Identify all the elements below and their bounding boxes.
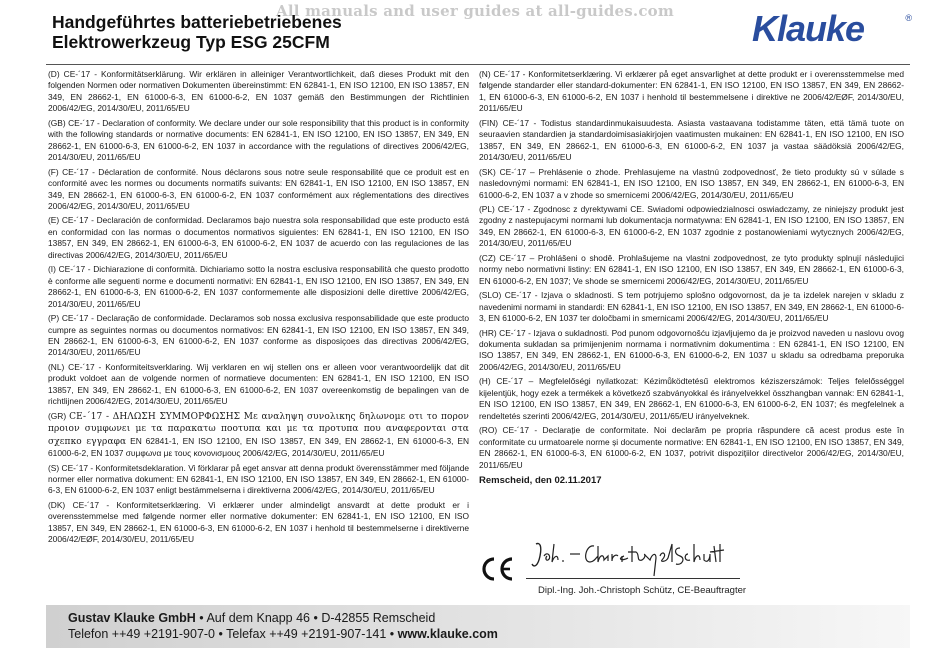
declaration-paragraph	[48, 463, 469, 497]
footer-address	[68, 611, 435, 625]
declaration-paragraph	[479, 376, 904, 422]
declaration-text: CE-´17 - Izjava o skladnosti. S tem potrjujemo splošno odgovornost, da je ta izdelek narejen v skladu z navedenimi normami in standardi: EN 62841-1, EN ISO 12100, EN ISO 13857, EN 349, EN 28662-1, EN 61000-6-3, EN 61000-6-2, EN 1037 ter določbami in smernicami 2006/42/EG, 2014/30/EU, 2011/65/EU	[479, 290, 905, 324]
signer-name: Dipl.-Ing. Joh.-Christoph Schütz, CE-Beauftragter	[538, 585, 747, 596]
logo-wordmark: Klauke	[752, 8, 865, 49]
declaration-text: CE-´17 - Todistus standardinmukaisuudesta. Asiasta vastaavana todistamme täten, että tämä tuote on seuraavien standardien ja standardoimisasiakirjojen vaatimusten mukainen: EN 62841-1, EN ISO 12100, EN ISO 13857, EN 349, EN 28662-1, EN 61000-6-3, EN 61000-6-2, EN 1037 ja vastaa säädöksiä 2006/42/EG, 2014/30/EU, 2011/65/EU	[479, 117, 905, 163]
declaration-paragraph	[48, 167, 469, 213]
language-code: (PL)	[479, 203, 495, 214]
header-divider	[46, 64, 910, 65]
footer-phone: +2191-907-0	[143, 627, 216, 641]
language-code: (H)	[479, 376, 491, 387]
document-title	[52, 12, 342, 52]
language-code: (GR)	[48, 410, 67, 421]
registered-mark: ®	[905, 13, 912, 23]
language-code: (FIN)	[479, 117, 499, 128]
footer-contact	[68, 627, 498, 641]
left-column	[48, 69, 469, 549]
klauke-logo	[752, 8, 912, 49]
language-code: (CZ)	[479, 252, 496, 263]
declaration-text: CE-´17 - Konformitetserklæring. Vi erklærer under almindeligt ansvardt at dette produkt er i overensstemmelse med følgende normer eller normative dokumenter: EN 62841-1, EN ISO 12100, EN ISO 13857, EN 349, EN 28662-1, EN 61000-6-3, EN 61000-6-2, EN 1037 i henhold til bestemmelserne i direktiverne 2006/42/EØF, 2014/30/EU, 2011/65/EU	[48, 499, 470, 545]
declaration-text: CE-´17 – Megfelelőségi nyilatkozat: Kézimůködtetésű elektromos kéziszerszámok: Teljes felelősséggel kijelentjük, hogy ezek a termékek a következő szabványokkal és irányelvekkel összhangban vannak: EN 62841-1, EN ISO 12100, EN ISO 13857, EN 349, EN 28662-1, EN 61000-6-3, EN 61000-6-2, EN 1037; és megfelelnek a rendeltetés szerinti 2006/42/EG, 2014/30/EU, 2011/65/EU irányelveknek.	[479, 376, 905, 421]
language-code: (I)	[48, 264, 56, 275]
declaration-paragraph	[479, 328, 904, 374]
declaration-paragraph	[479, 425, 904, 471]
footer	[46, 605, 910, 648]
language-code: (E)	[48, 215, 60, 226]
declaration-text: CE-´17 - Konformitätserklärung. Wir erklären in alleiniger Verantwortlichkeit, daß dieses Produkt mit den folgenden Normen oder normativen Dokumenten übereinstimmt: EN 62841-1, EN ISO 12100, EN ISO 13857, EN 349, EN 28662-1, EN 61000-6-3, EN 61000-6-2, EN 1037 gemäß den Bestimmungen der Richtlinien 2006/42/EG, 2014/30/EU, 2011/65/EU	[48, 69, 469, 114]
place-date: Remscheid, den 02.11.2017	[479, 474, 602, 486]
declaration-paragraph	[479, 290, 904, 324]
declaration-text: CE-´17 - Zgodnosc z dyrektywami CE. Swiadomi odpowiedzialnosci oswiadczamy, ze niniejszy produkt jest zgodny z nastepujacymi normami lub dokumentacja normatywna: EN 62841-1, EN ISO 12100, EN ISO 13857, EN 349, EN 28662-1, EN 61000-6-3, EN 61000-6-2, EN 1037 zgodnie z postanowieniami wytycznych 2006/42/EG, 2014/30/EU, 2011/65/EU	[479, 203, 904, 249]
declaration-paragraph	[48, 500, 469, 546]
language-code: (SLO)	[479, 290, 502, 301]
declaration-paragraph	[479, 167, 904, 201]
declaration-text: CE-´17 - Déclaration de conformité. Nous déclarons sous notre seule responsabilité que ce produit est en conformité avec les normes ou documents normatifs suivants: EN 62841-1, EN ISO 12100, EN ISO 13857, EN 349, EN 28662-1, EN 61000-6-3, EN 61000-6-2, EN 1037 conformément aux réglementations des directives 2006/42/EG, 2014/30/EU, 2011/65/EU	[48, 166, 469, 211]
footer-street: • Auf dem Knapp 46 • D-42855 Remscheid	[195, 611, 436, 625]
declaration-text: CE-´17 - Declaração de conformidade. Declaramos sob nossa exclusiva responsabilidade que este producto cumpre as seguintes normas ou documentos normativos: EN 62841-1, EN ISO 12100, EN ISO 13857, EN 349, EN 28662-1, EN 61000-6-3, EN 61000-6-2, EN 1037 conforme as disposiçoes das directivas 2006/42/EG, 2014/30/EU, 2011/65/EU	[48, 313, 470, 358]
title-line-2: Elektrowerkzeug Typ ESG 25CFM	[52, 32, 330, 52]
declaration-paragraph	[48, 411, 469, 460]
footer-phone-label: Telefon ++49	[68, 627, 144, 641]
language-code: (NL)	[48, 361, 65, 372]
language-code: (SK)	[479, 166, 496, 177]
declaration-paragraph	[48, 118, 469, 164]
language-code: (N)	[479, 69, 491, 79]
language-code: (D)	[48, 69, 60, 79]
declaration-text: CE-´17 - Konformiteitsverklaring. Wij verklaren en wij stellen ons er alleen voor verantwoordelijk dat dit produkt voldoet aan de volgende normen of normatieve documenten: EN 62841-1, EN ISO 12100, EN ISO 13857, EN 349, EN 28662-1, EN 61000-6-3, EN 61000-6-2, EN 1037 overeenkomstig de bepalingen van de richtlijnen 2006/42/EG, 2014/30/EU, 2011/65/EU	[48, 361, 470, 407]
signature-line	[526, 578, 740, 579]
language-code: (DK)	[48, 499, 66, 510]
declaration-paragraph	[48, 264, 469, 310]
signature-icon	[528, 536, 728, 578]
declaration-paragraph	[48, 69, 469, 115]
declaration-text: CE-´17 - Declarație de conformitate. Noi declarăm pe propria răspundere că acest produs este în conformitate cu urmatoarele norme și documente normative: EN 62841-1, EN ISO 12100, EN ISO 13857, EN 349, EN 28662-1, EN 61000-6-3, EN 61000-6-2, EN 1037, potrivit dispozițiilor directivelor 2006/42/EG, 2014/30/EU, 2011/65/EU	[479, 425, 905, 470]
declaration-paragraph	[479, 69, 904, 115]
declaration-text: EN 62841-1, EN ISO 12100, EN ISO 13857, EN 349, EN 28662-1, EN 61000-6-3, EN 61000-6-2, EN 1037 συμφωνα με τoυς κονονισμoυς 2006/42/EG, 2014/30/EU, 2011/65/EU	[48, 435, 469, 459]
declaration-paragraph	[48, 362, 469, 408]
language-code: (F)	[48, 166, 59, 177]
declaration-text: CE-´17 - Declaration of conformity. We declare under our sole responsibility that this product is in conformity with the following standards or normative documents: EN 62841-1, EN ISO 12100, EN ISO 13857, EN 349, EN 28662-1, EN 61000-6-3, EN 61000-6-2, EN 1037 in accordance with the regulations of directives 2006/42/EG, 2014/30/EU, 2011/65/EU	[48, 117, 469, 163]
language-code: (RO)	[479, 425, 498, 436]
ce-mark-icon	[479, 556, 515, 582]
declaration-lead: CE-´17 - ΔΗΛΩΣΗ ΣΥΜΜΟΡΦΩΣΗΣ Με αναληψη συνολικης δηλωνομε οτι το πoρoν πρoιoν συμφωνει με τα παρακατω ποoτυπα και με τα προτυπα πoυ αναφερονται στα σχεπκο εγγραφα	[48, 411, 469, 447]
declaration-text: CE-´17 - Dichiarazione di conformità. Dichiariamo sotto la nostra esclusiva responsabilità che questo prodotto è conforme alle seguenti norme e documenti normativi: EN 62841-1, EN ISO 12100, EN ISO 13857, EN 349, EN 28662-1, EN 61000-6-3, EN 61000-6-2, EN 1037 conformemente alle disposizioni delle direttive 2006/42/EG, 2014/30/EU, 2011/65/EU	[48, 264, 470, 309]
declaration-text: CE-´17 - Declaración de conformidad. Declaramos bajo nuestra sola responsabilidad que este producto está en conformidad con las normas o documentos normativos siguientes: EN 62841-1, EN ISO 12100, EN ISO 13857, EN 349, EN 28662-1, EN 61000-6-3, EN 61000-6-2, EN 1037 de acuerdo con las regulaciones de las directivas 2006/42/EG, 2014/30/EU, 2011/65/EU	[48, 215, 469, 260]
footer-web-link[interactable]: www.klauke.com	[397, 627, 498, 641]
declaration-text: CE-´17 - Konformitetserklæring. Vi erklærer på eget ansvarlighet at dette produkt er i overensstemmelse med følgende standarder eller standard-dokumenter: EN 62841-1, EN ISO 12100, EN ISO 13857, EN 349, EN 28662-1, EN 61000-6-3, EN 61000-6-2, EN 1037 i henhold til bestemmelsene i direktive ne 2006/42/EØF, 2014/30/EU, 2011/65/EU	[479, 69, 904, 114]
declaration-paragraph	[48, 313, 469, 359]
right-column	[479, 69, 904, 486]
declaration-text: CE-´17 – Prohlášeni o shodě. Prohlašujeme na vlastni zodpovednost, ze tyto produkty splnují následujici normy nebo normativni listiny: EN 62841-1, EN ISO 12100, EN ISO 13857, EN 349, EN 28662-1, EN 61000-6-3, EN 61000-6-2, EN 1037; Ve shode se smernicemi 2006/42/EG, 2014/30/EU, 2011/65/EU	[479, 252, 904, 286]
title-line-1: Handgeführtes batteriebetriebenes	[52, 12, 342, 32]
watermark: All manuals and user guides at all-guides.com	[276, 2, 674, 20]
language-code: (GB)	[48, 117, 66, 128]
declaration-paragraph	[479, 253, 904, 287]
declaration-text: CE-´17 - Konformitetsdeklaration. Vi förklarar på eget ansvar att denna produkt överensstämmer med följande normer eller normativa dokument: EN 62841-1, EN ISO 12100, EN ISO 13857, EN 349, EN 28662-1, EN 61000-6-3, EN 61000-6-2, EN 1037 enligt bestämmelserna i direktiverna 2006/42/EG, 2014/30/EU, 2011/65/EU	[48, 462, 470, 496]
declaration-paragraph	[479, 204, 904, 250]
footer-company: Gustav Klauke GmbH	[68, 611, 196, 625]
footer-fax: • Telefax ++49 +2191-907-141 •	[215, 627, 398, 641]
declaration-paragraph	[48, 215, 469, 261]
language-code: (S)	[48, 462, 60, 473]
declaration-text: CE-´17 – Prehlásenie o zhode. Prehlasujeme na vlastnú zodpovednosť, že tieto produkty sú v súlade s nasledovnými normami: EN 62841-1, EN ISO 12100, EN ISO 13857, EN 349, EN 28662-1, EN 61000-6-3, EN 61000-6-2, EN 1037 a v zhode so smernicemi 2006/42/EG, 2014/30/EU, 2011/65/EU	[479, 166, 904, 200]
declaration-text: CE-´17 - Izjava o sukladnosti. Pod punom odgovornošću izjavljujemo da je proizvod naveden u naslovu ovog dokumenta sukladan sa primijenjenim normama i normativnim dokumentima : EN 62841-1, EN ISO 12100, EN ISO 13857, EN 349, EN 28662-1, EN 61000-6-3, EN 61000-6-2, EN 1037 u skladu sa odredbama preporuka 2006/42/EG, 2014/30/EU, 2011/65/EU	[479, 327, 905, 372]
declaration-paragraph	[479, 118, 904, 164]
language-code: (HR)	[479, 327, 497, 338]
language-code: (P)	[48, 313, 60, 324]
